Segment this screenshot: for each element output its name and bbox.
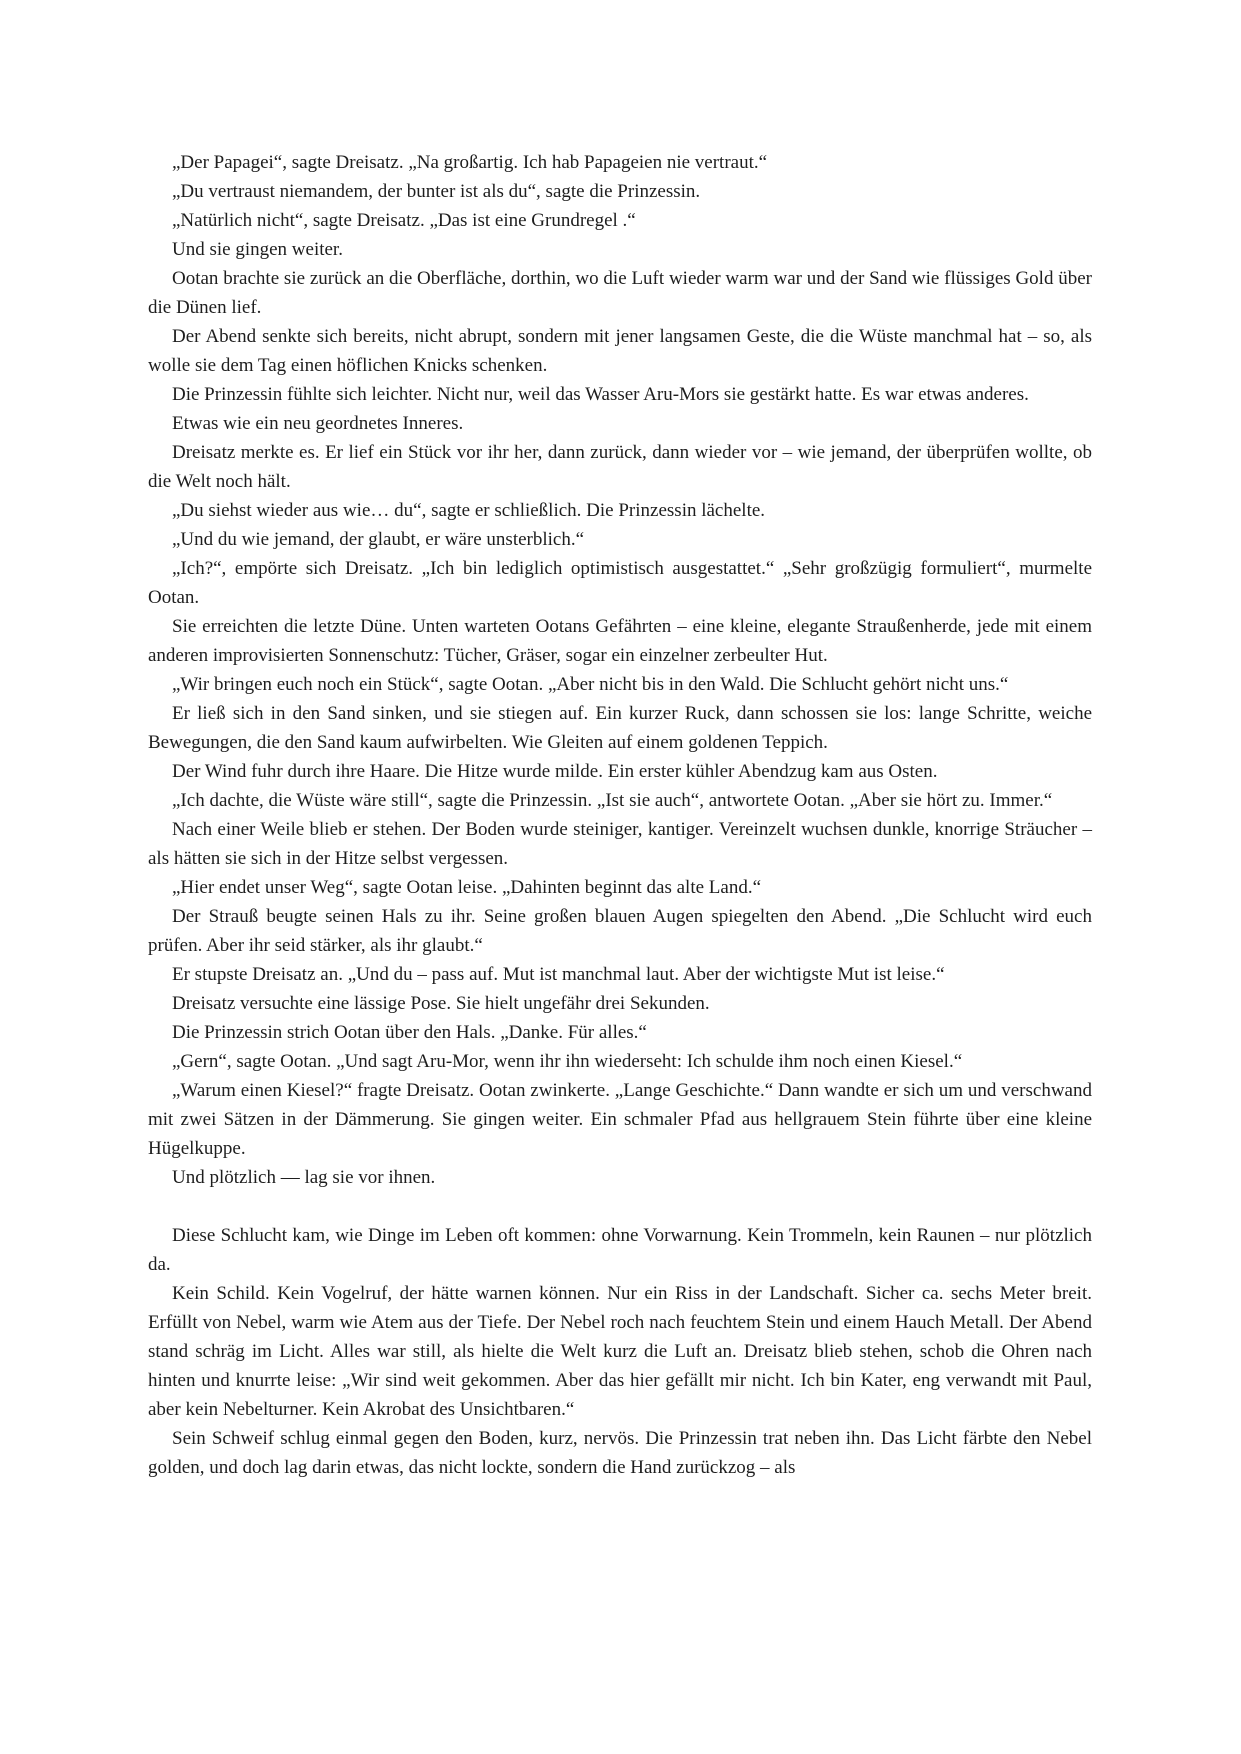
- paragraph: „Wir bringen euch noch ein Stück“, sagte Ootan. „Aber nicht bis in den Wald. Die Schlucht gehört nicht uns.“: [172, 674, 1009, 695]
- paragraph: „Gern“, sagte Ootan. „Und sagt Aru-Mor, wenn ihr ihn wiederseht: Ich schulde ihm noch einen Kiesel.“: [172, 1051, 963, 1072]
- paragraph: Dreisatz versuchte eine lässige Pose. Sie hielt ungefähr drei Sekunden.: [172, 993, 710, 1014]
- paragraph: Der Abend senkte sich bereits, nicht abrupt, sondern mit jener langsamen Geste, die die Wüste manchmal hat – so, als wolle sie dem Tag einen höflichen Knicks schenken.: [148, 326, 1092, 376]
- paragraph: Und sie gingen weiter.: [172, 239, 343, 260]
- paragraph: Und plötzlich — lag sie vor ihnen.: [172, 1167, 436, 1188]
- paragraph: Der Wind fuhr durch ihre Haare. Die Hitze wurde milde. Ein erster kühler Abendzug kam aus Osten.: [172, 761, 938, 782]
- paragraph: „Warum einen Kiesel?“ fragte Dreisatz. Ootan zwinkerte. „Lange Geschichte.“ Dann wandte er sich um und verschwand mit zwei Sätzen in der Dämmerung. Sie gingen weiter. Ein schmaler Pfad aus hellgrauem Stein führte über eine kleine Hügelkuppe.: [148, 1080, 1092, 1159]
- paragraph: Kein Schild. Kein Vogelruf, der hätte warnen können. Nur ein Riss in der Landschaft. Sicher ca. sechs Meter breit. Erfüllt von Nebel, warm wie Atem aus der Tiefe. Der Nebel roch nach feuchtem Stein und einem Hauch Metall. Der Abend stand schräg im Licht. Alles war still, als hielte die Welt kurz die Luft an. Dreisatz blieb stehen, schob die Ohren nach hinten und knurrte leise: „Wir sind weit gekommen. Aber das hier gefällt mir nicht. Ich bin Kater, eng verwandt mit Paul, aber kein Nebelturner. Kein Akrobat des Unsichtbaren.“: [148, 1283, 1092, 1420]
- paragraph: „Ich?“, empörte sich Dreisatz. „Ich bin lediglich optimistisch ausgestattet.“ „Sehr großzügig formuliert“, murmelte Ootan.: [148, 558, 1092, 608]
- paragraph: Er ließ sich in den Sand sinken, und sie stiegen auf. Ein kurzer Ruck, dann schossen sie los: lange Schritte, weiche Bewegungen, die den Sand kaum aufwirbelten. Wie Gleiten auf einem goldenen Teppich.: [148, 703, 1092, 753]
- paragraph: Diese Schlucht kam, wie Dinge im Leben oft kommen: ohne Vorwarnung. Kein Trommeln, kein Raunen – nur plötzlich da.: [148, 1225, 1092, 1275]
- paragraph: „Der Papagei“, sagte Dreisatz. „Na großartig. Ich hab Papageien nie vertraut.“: [172, 152, 768, 173]
- paragraph: „Natürlich nicht“, sagte Dreisatz. „Das ist eine Grundregel .“: [172, 210, 636, 231]
- paragraph: „Du vertraust niemandem, der bunter ist als du“, sagte die Prinzessin.: [172, 181, 701, 202]
- paragraph: Dreisatz merkte es. Er lief ein Stück vor ihr her, dann zurück, dann wieder vor – wie jemand, der überprüfen wollte, ob die Welt noch hält.: [148, 442, 1092, 492]
- paragraph: Nach einer Weile blieb er stehen. Der Boden wurde steiniger, kantiger. Vereinzelt wuchsen dunkle, knorrige Sträucher – als hätten sie sich in der Hitze selbst vergessen.: [148, 819, 1092, 869]
- paragraph: Die Prinzessin fühlte sich leichter. Nicht nur, weil das Wasser Aru-Mors sie gestärkt hatte. Es war etwas anderes.: [172, 384, 1029, 405]
- paragraph: „Ich dachte, die Wüste wäre still“, sagte die Prinzessin. „Ist sie auch“, antwortete Ootan. „Aber sie hört zu. Immer.“: [172, 790, 1053, 811]
- paragraph: Er stupste Dreisatz an. „Und du – pass auf. Mut ist manchmal laut. Aber der wichtigste Mut ist leise.“: [172, 964, 945, 985]
- document-page: [148, 148, 1092, 1482]
- paragraph: Der Strauß beugte seinen Hals zu ihr. Seine großen blauen Augen spiegelten den Abend. „Die Schlucht wird euch prüfen. Aber ihr seid stärker, als ihr glaubt.“: [148, 906, 1092, 956]
- paragraph: Sein Schweif schlug einmal gegen den Boden, kurz, nervös. Die Prinzessin trat neben ihn. Das Licht färbte den Nebel golden, und doch lag darin etwas, das nicht lockte, sondern die Hand zurückzog – als: [148, 1428, 1092, 1478]
- paragraph: „Du siehst wieder aus wie… du“, sagte er schließlich. Die Prinzessin lächelte.: [172, 500, 766, 521]
- paragraph: Die Prinzessin strich Ootan über den Hals. „Danke. Für alles.“: [172, 1022, 647, 1043]
- paragraph: Etwas wie ein neu geordnetes Inneres.: [172, 413, 464, 434]
- paragraph: „Und du wie jemand, der glaubt, er wäre unsterblich.“: [172, 529, 585, 550]
- paragraph: Sie erreichten die letzte Düne. Unten warteten Ootans Gefährten – eine kleine, elegante Straußenherde, jede mit einem anderen improvisierten Sonnenschutz: Tücher, Gräser, sogar ein einzelner zerbeulter Hut.: [148, 616, 1092, 666]
- paragraph: „Hier endet unser Weg“, sagte Ootan leise. „Dahinten beginnt das alte Land.“: [172, 877, 762, 898]
- paragraph: Ootan brachte sie zurück an die Oberfläche, dorthin, wo die Luft wieder warm war und der Sand wie flüssiges Gold über die Dünen lief.: [148, 268, 1092, 318]
